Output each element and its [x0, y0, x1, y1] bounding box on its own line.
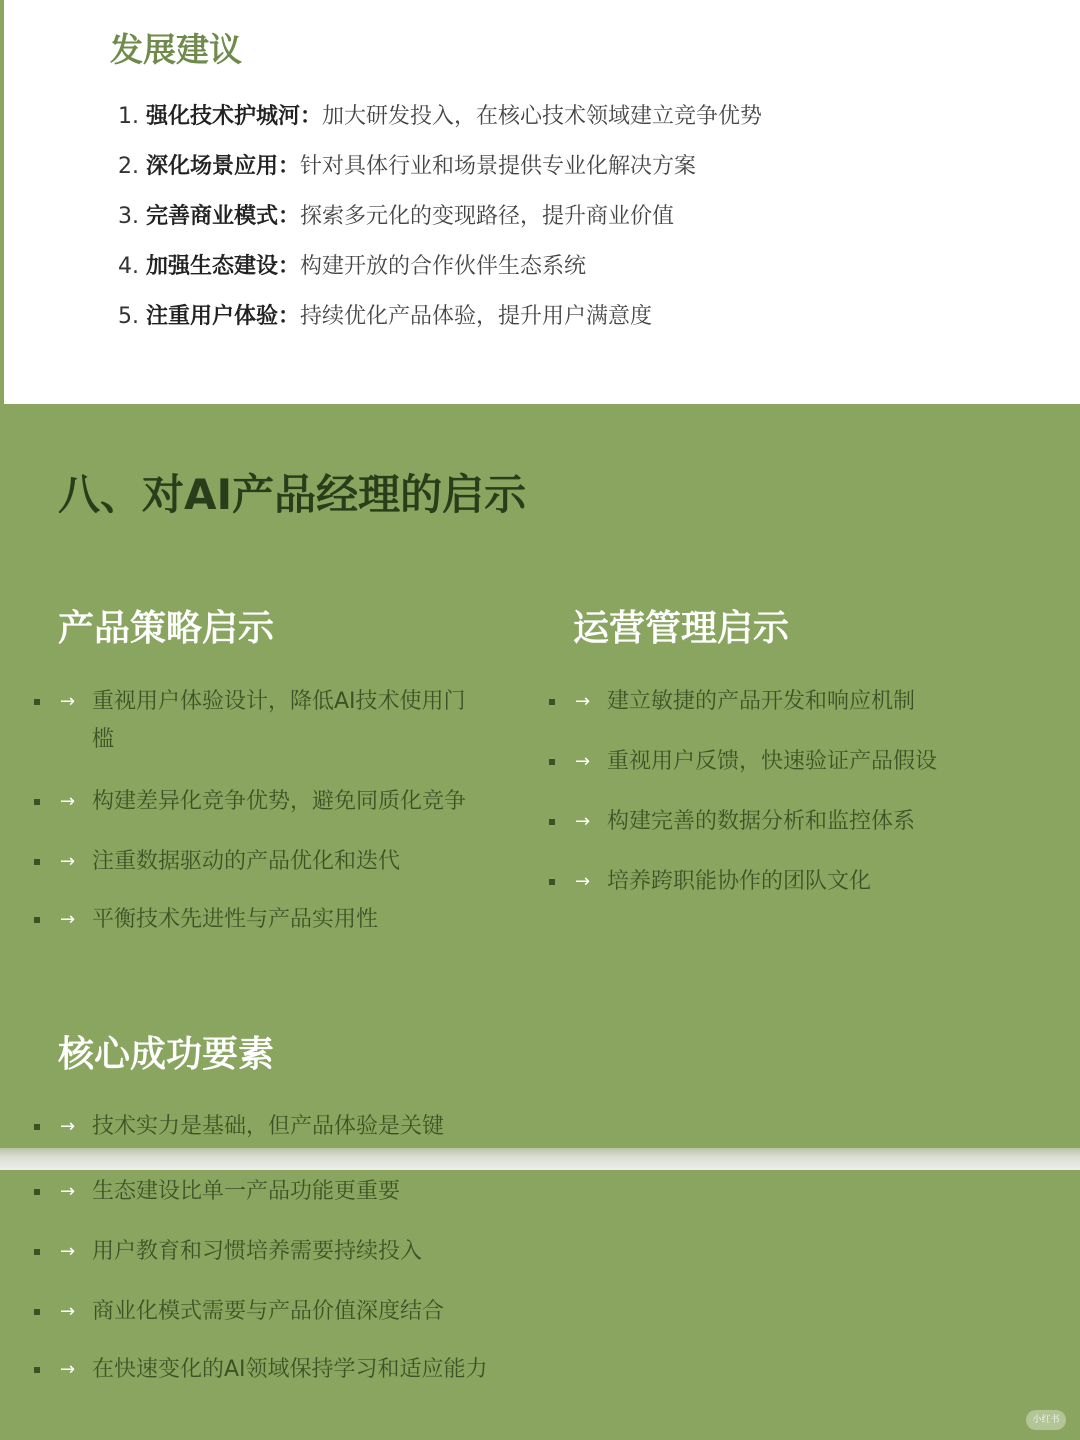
product-strategy-title: 产品策略启示 — [58, 608, 275, 649]
bullet-icon — [34, 1309, 40, 1315]
list-item: 4. 加强生态建设：构建开放的合作伙伴生态系统 — [118, 254, 587, 279]
arrow-icon: → — [575, 751, 591, 772]
arrow-icon: → — [60, 1359, 76, 1380]
bullet-icon — [34, 699, 40, 705]
arrow-icon: → — [60, 1301, 76, 1322]
bullet-icon — [549, 819, 555, 825]
bullet-icon — [34, 859, 40, 865]
core-success-title: 核心成功要素 — [58, 1034, 275, 1075]
list-item: 2. 深化场景应用：针对具体行业和场景提供专业化解决方案 — [118, 154, 697, 179]
operations-title: 运营管理启示 — [573, 608, 790, 649]
bullet-icon — [34, 1124, 40, 1130]
bullet-icon — [34, 1189, 40, 1195]
bullet-icon — [34, 917, 40, 923]
arrow-icon: → — [60, 851, 76, 872]
recommendations-list — [118, 98, 762, 348]
arrow-icon: → — [575, 871, 591, 892]
arrow-icon: → — [60, 1116, 76, 1137]
arrow-icon: → — [575, 811, 591, 832]
list-item: 1. 强化技术护城河：加大研发投入，在核心技术领域建立竞争优势 — [118, 104, 763, 129]
watermark-logo: 小红书 — [1026, 1410, 1066, 1430]
bullet-icon — [549, 879, 555, 885]
list-item: 3. 完善商业模式：探索多元化的变现路径，提升商业价值 — [118, 204, 675, 229]
arrow-icon: → — [60, 1241, 76, 1262]
bullet-icon — [34, 799, 40, 805]
arrow-icon: → — [60, 909, 76, 930]
arrow-icon: → — [60, 791, 76, 812]
arrow-icon: → — [60, 1181, 76, 1202]
arrow-icon: → — [575, 691, 591, 712]
recommendations-title: 发展建议 — [110, 30, 242, 69]
section-title: 八、对AI产品经理的启示 — [58, 470, 527, 519]
bullet-icon — [34, 1249, 40, 1255]
bullet-icon — [549, 759, 555, 765]
arrow-icon: → — [60, 691, 76, 712]
list-item: 5. 注重用户体验：持续优化产品体验，提升用户满意度 — [118, 304, 653, 329]
bullet-icon — [34, 1367, 40, 1373]
bullet-icon — [549, 699, 555, 705]
page-divider — [0, 1148, 1080, 1170]
